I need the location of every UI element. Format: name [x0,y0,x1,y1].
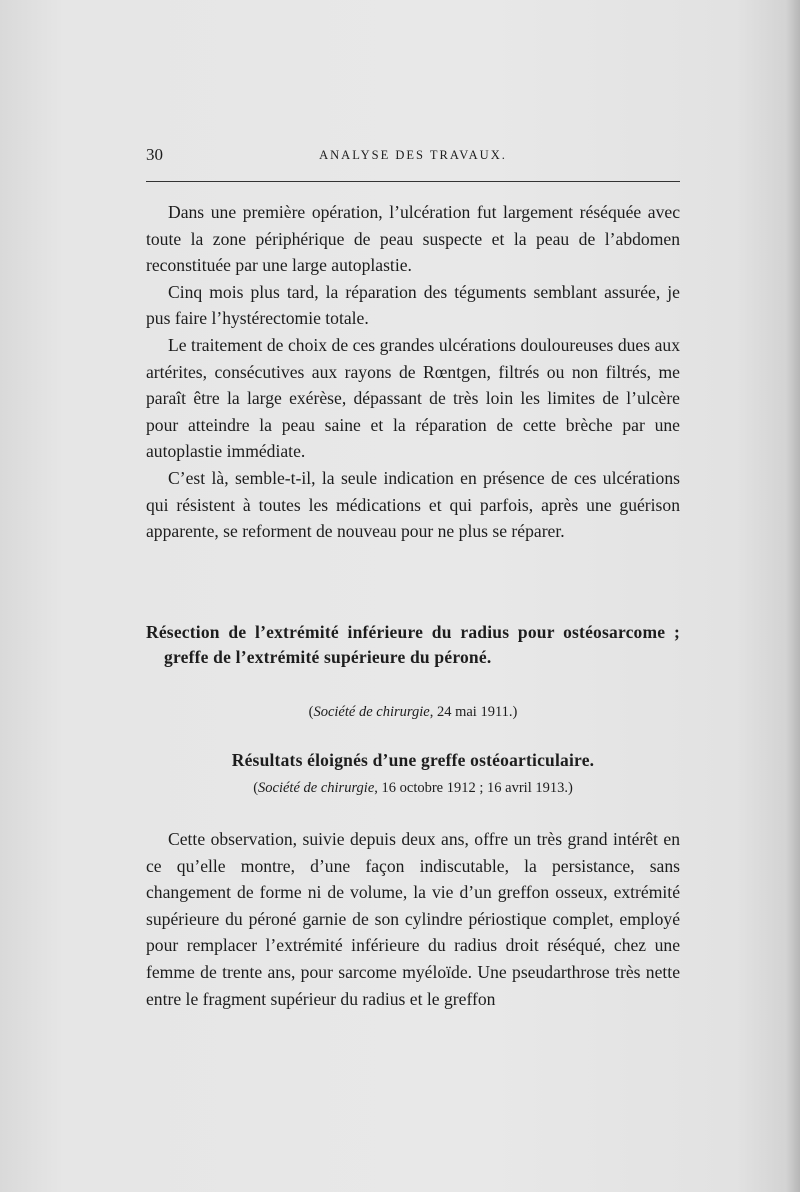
citation-date: , 24 mai 1911.) [429,704,518,720]
section-2-title: Résultats éloignés d’une greffe ostéoarticulaire. [231,750,595,770]
paragraph-3: Le traitement de choix de ces grandes ulcérations douloureuses dues aux artérites, consécutives aux rayons de Rœntgen, filtrés ou non filtrés, me paraît être la large exérèse, dépassant de très loin les limites de l’ulcère pour atteindre la peau saine et la réparation de cette brèche par une autoplastie immédiate. [146,334,680,462]
page-number: 30 [146,145,163,164]
paragraph-1: Dans une première opération, l’ulcération fut largement réséquée avec toute la zone périphérique de peau suspecte et la peau de l’abdomen reconstituée par une large autoplastie. [146,202,680,276]
header-rule [146,181,680,182]
paragraph-5: Cette observation, suivie depuis deux ans, offre un très grand intérêt en ce qu’elle montre, d’une façon indiscutable, la persistance, sans changement de forme ni de volume, la vie d’un greffon osseux, extrémité supérieure du péroné garnie de son cylindre périostique complet, employé pour remplacer l’extrémité inférieure du radius droit réséqué, chez une femme de trente ans, pour sarcome myéloïde. Une pseudarthrose très nette entre le fragment supérieur du radius et le greffon [146,829,680,1009]
citation-open-paren: ( [308,704,314,720]
section-1-title: Résection de l’extrémité inférieure du radius pour ostéosarcome ; greffe de l’extrémité supérieure du péroné. [146,622,680,667]
page-edge-shadow [786,0,800,1192]
intro-text-block [146,199,680,545]
paragraph-4: C’est là, semble-t-il, la seule indication en présence de ces ulcérations qui résistent à toutes les médications et qui parfois, après une guérison apparente, se reforment de nouveau pour ne plus se réparer. [146,467,680,542]
page-header [146,145,680,169]
section-2-citation [146,778,680,798]
section-2-text-block [146,826,680,1012]
citation-venue: Société de chirurgie [313,704,430,720]
running-title: ANALYSE DES TRAVAUX. [319,148,507,162]
citation-dates: , 16 octobre 1912 ; 16 avril 1913.) [374,780,573,796]
citation-open-paren: ( [253,780,259,796]
section-1-citation [146,702,680,722]
paragraph-2: Cinq mois plus tard, la réparation des téguments semblant assurée, je pus faire l’hystérectomie totale. [146,281,680,329]
citation-venue: Société de chirurgie [258,780,375,796]
